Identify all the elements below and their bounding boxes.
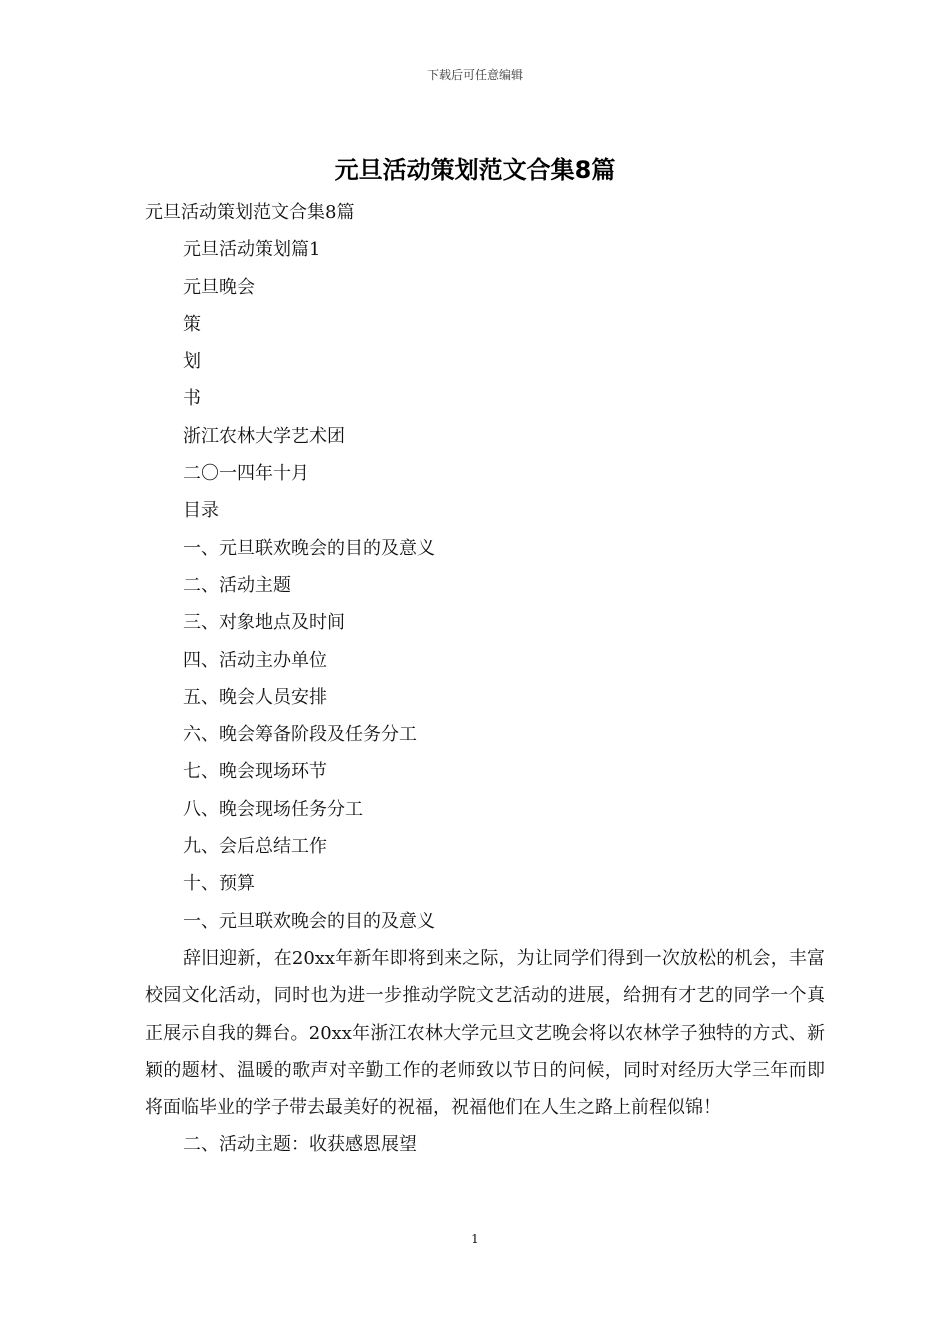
body-line: 划	[183, 351, 201, 373]
body-line: 二〇一四年十月	[183, 463, 309, 485]
header-note: 下载后可任意编辑	[426, 68, 523, 82]
body-line: 浙江农林大学艺术团	[183, 425, 345, 447]
body-line: 元旦晚会	[183, 276, 255, 298]
toc-item: 四、活动主办单位	[183, 649, 327, 671]
toc-item: 十、预算	[183, 873, 255, 895]
toc-item: 八、晚会现场任务分工	[183, 798, 363, 820]
page-number: 1	[471, 1232, 479, 1246]
document-title: 元旦活动策划范文合集8篇	[334, 156, 616, 184]
toc-item: 六、晚会筹备阶段及任务分工	[183, 724, 417, 746]
section-heading: 一、元旦联欢晚会的目的及意义	[183, 910, 435, 932]
toc-item: 三、对象地点及时间	[183, 612, 345, 634]
toc-item: 九、会后总结工作	[183, 836, 327, 858]
body-line: 策	[183, 313, 201, 335]
section-heading: 二、活动主题：收获感恩展望	[183, 1134, 417, 1156]
toc-item: 七、晚会现场环节	[183, 761, 327, 783]
toc-item: 五、晚会人员安排	[183, 686, 327, 708]
toc-item: 一、元旦联欢晚会的目的及意义	[183, 537, 435, 559]
toc-item: 二、活动主题	[183, 574, 291, 596]
body-line: 书	[183, 388, 201, 410]
subtitle-line: 元旦活动策划范文合集8篇	[145, 202, 355, 223]
body-line: 元旦活动策划篇1	[183, 239, 321, 261]
body-paragraph: 辞旧迎新，在20xx年新年即将到来之际，为让同学们得到一次放松的机会，丰富校园文化活动，同时也为进一步推动学院文艺活动的进展，给拥有才艺的同学一个真正展示自我的舞台。20xx年浙江农林大学元旦文艺晚会将以农林学子独特的方式、新颖的题材、温暖的歌声对辛勤工作的老师致以节日的问候，同时对经历大学三年而即将面临毕业的学子带去最美好的祝福，祝福他们在人生之路上前程似锦！	[145, 947, 825, 1119]
toc-heading: 目录	[183, 500, 219, 522]
document-body	[145, 194, 825, 1164]
